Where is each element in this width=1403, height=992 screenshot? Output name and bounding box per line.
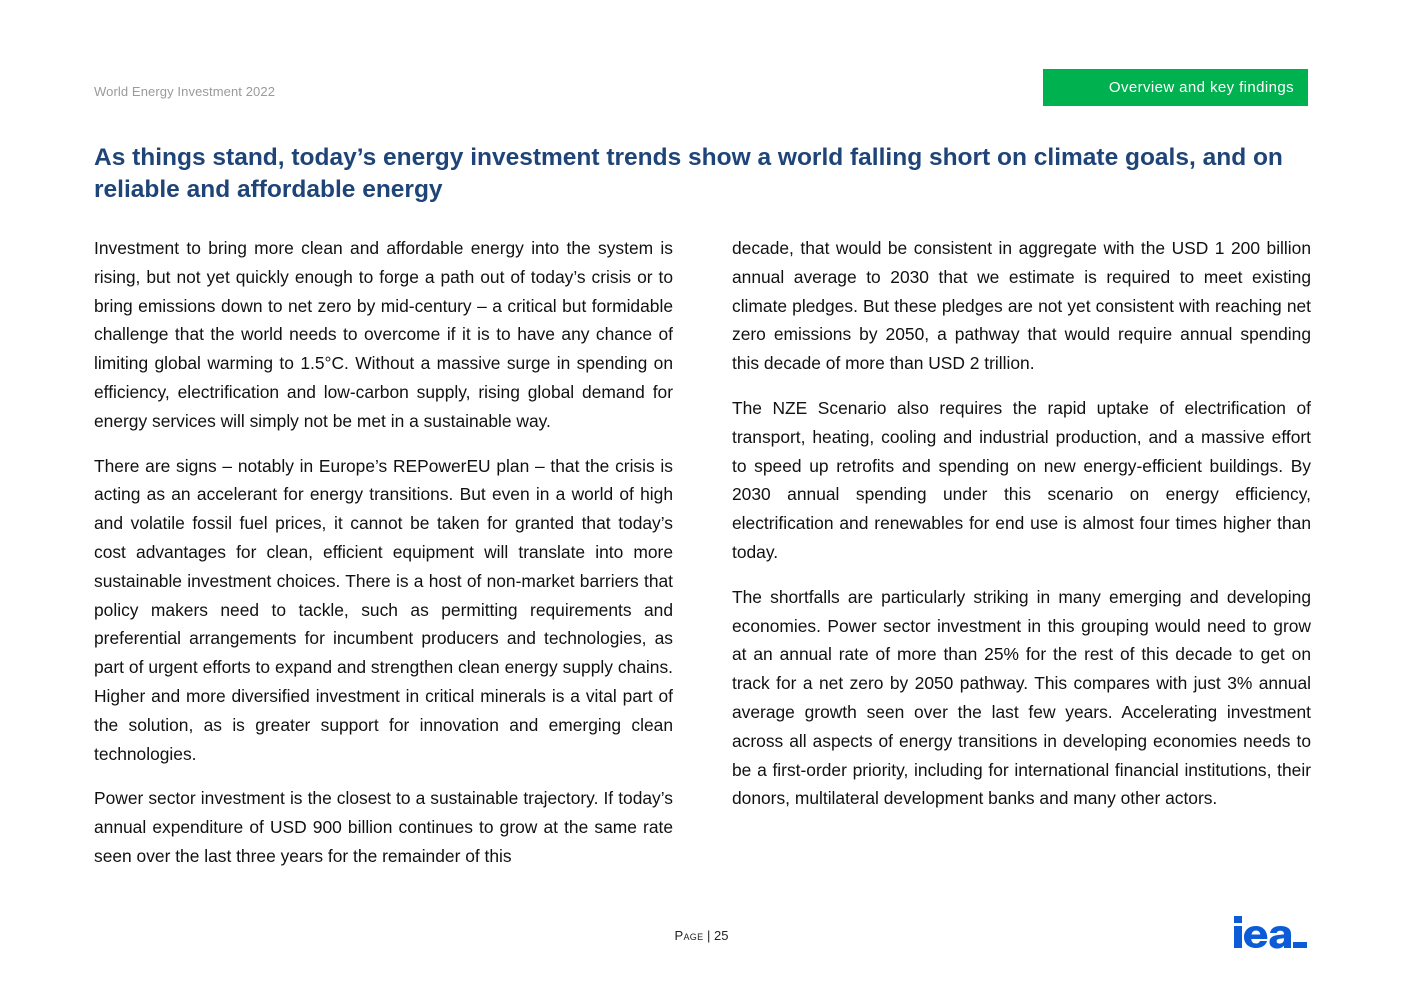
paragraph: There are signs – notably in Europe’s REPowerEU plan – that the crisis is acting as an accelerant for energy transitions. But even in a world of high and volatile fossil fuel prices, it cannot be taken for granted that today’s cost advantages for clean, efficient equipment will translate into more sustainable investment choices. There is a host of non-market barriers that policy makers need to tackle, such as permitting requirements and preferential arrangements for incumbent producers and technologies, as part of urgent efforts to expand and strengthen clean energy supply chains. Higher and more diversified investment in critical minerals is a vital part of the solution, as is greater support for innovation and emerging clean technologies. [94,455,673,764]
section-tag-label: Overview and key findings [1108,79,1294,96]
paragraph: Investment to bring more clean and affordable energy into the system is rising, but not yet quickly enough to forge a path out of today’s crisis or to bring emissions down to net zero by mid-century – a critical but formidable challenge that the world needs to overcome if it is to have any chance of limiting global warming to 1.5°C. Without a massive surge in spending on efficiency, electrification and low-carbon supply, rising global demand for energy services will simply not be met in a sustainable way. [94,238,673,431]
section-tag [1043,69,1308,106]
paragraph: The shortfalls are particularly striking in many emerging and developing economies. Power sector investment in this grouping would need to grow at an annual rate of more than 25% for the rest of this decade to get on track for a net zero by 2050 pathway. This compares with just 3% annual average growth seen over the last few years. Accelerating investment across all aspects of energy transitions in developing economies needs to be a first-order priority, including for international financial institutions, their donors, multilateral development banks and many other actors. [732,586,1311,809]
page-separator: | [707,928,711,943]
right-column [732,234,1311,829]
report-title: World Energy Investment 2022 [94,84,276,99]
iea-logo [1232,914,1310,950]
left-column [94,234,673,887]
paragraph: The NZE Scenario also requires the rapid uptake of electrification of transport, heating, cooling and industrial production, and a massive effort to speed up retrofits and spending on new energy-efficient buildings. By 2030 annual spending under this scenario on energy efficiency, electrification and renewables for end use is almost four times higher than today. [732,397,1311,562]
paragraph: Power sector investment is the closest to a sustainable trajectory. If today’s annual expenditure of USD 900 billion continues to grow at the same rate seen over the last three years for the remainder of this [94,788,673,866]
paragraph: decade, that would be consistent in aggregate with the USD 1 200 billion annual average to 2030 that we estimate is required to meet existing climate pledges. But these pledges are not yet consistent with reaching net zero emissions by 2050, a pathway that would require annual spending this decade of more than USD 2 trillion. [732,238,1311,374]
page-number-value: 25 [714,928,729,943]
page-number [0,928,1403,943]
page-title: As things stand, today’s energy investment trends show a world falling short on climate goals, and on reliable and affordable energy [94,144,1283,203]
page-label: Page [674,928,704,943]
